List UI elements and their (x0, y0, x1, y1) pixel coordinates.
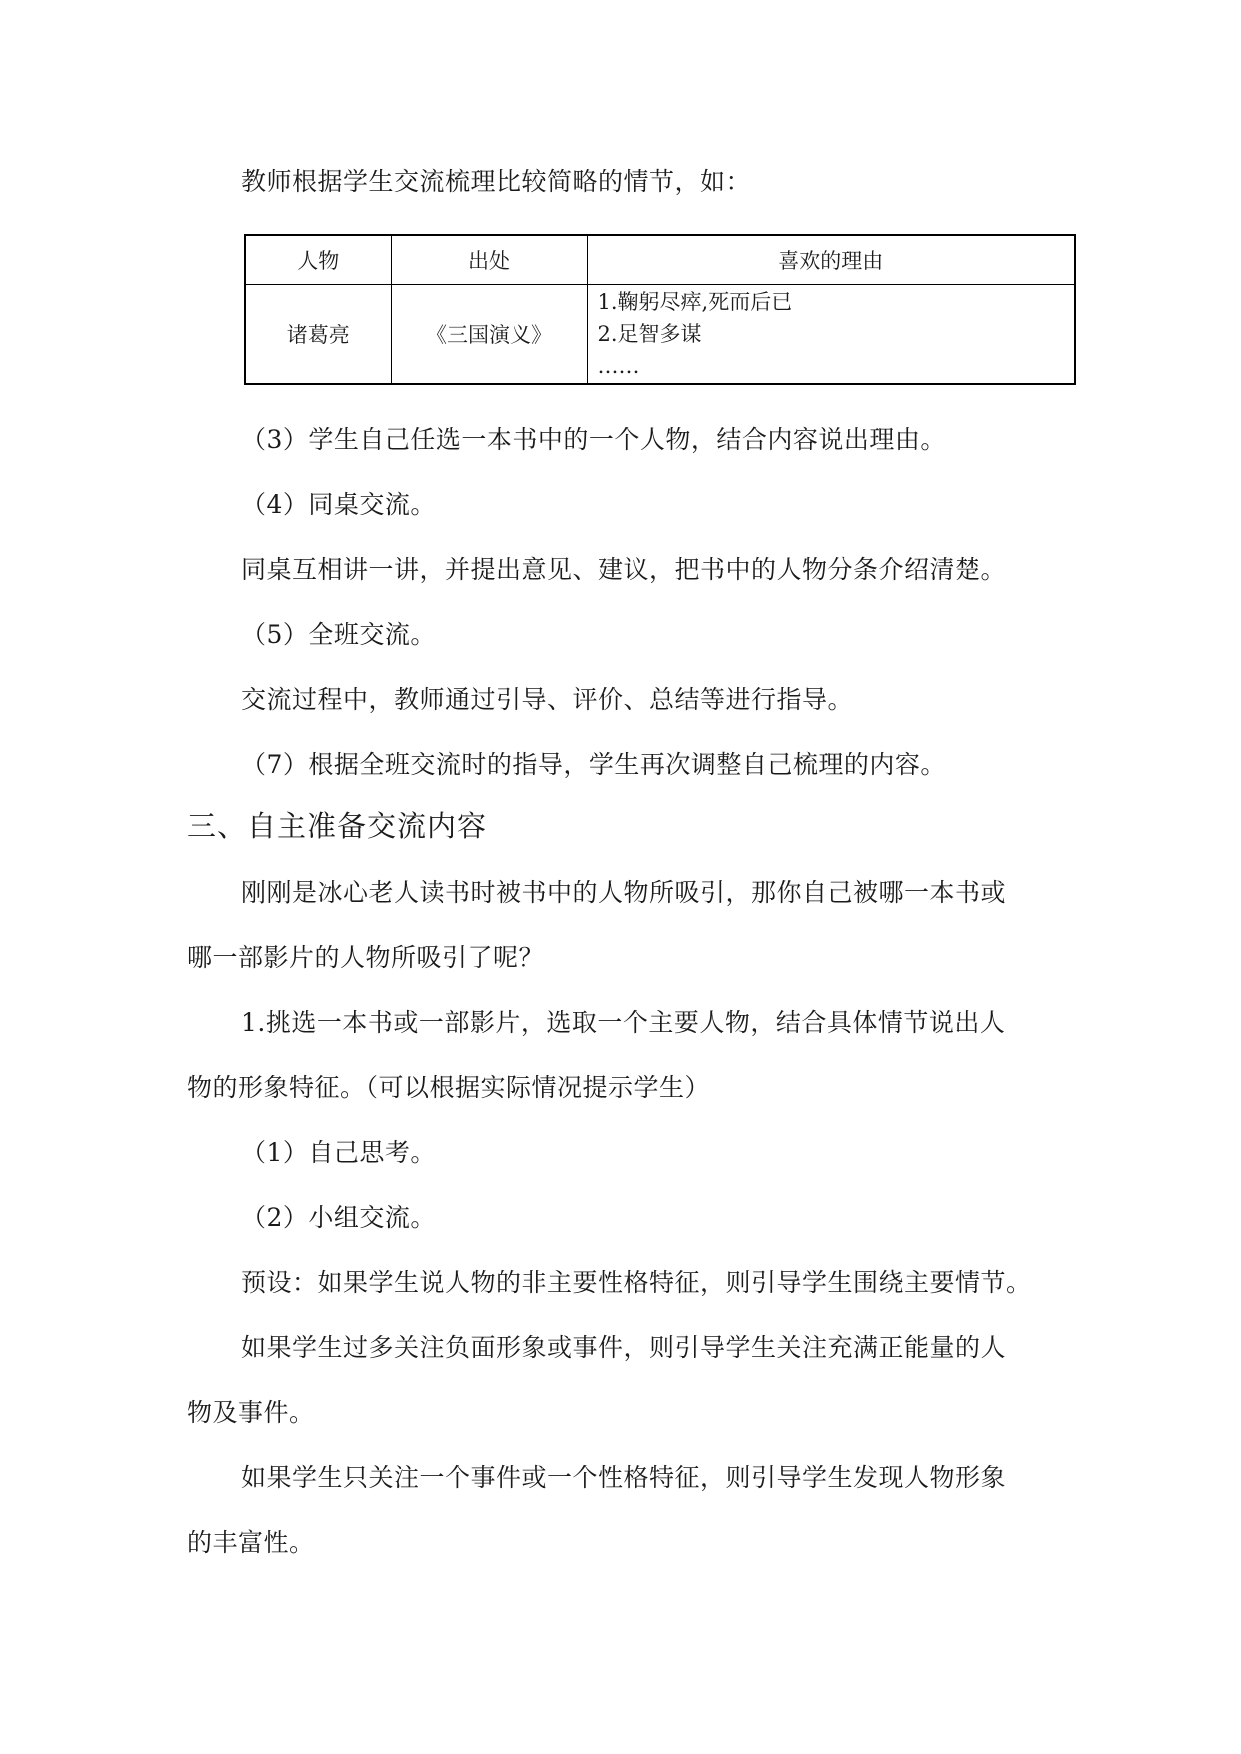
paragraph-line: 的丰富性。 (187, 1528, 315, 1557)
reason-item: …… (597, 354, 640, 378)
paragraph-line: 物及事件。 (187, 1398, 315, 1427)
paragraph-step-7: （7）根据全班交流时的指导，学生再次调整自己梳理的内容。 (241, 750, 946, 779)
cell-character: 诸葛亮 (245, 285, 391, 385)
character-table (244, 234, 1076, 385)
paragraph-line: 预设：如果学生说人物的非主要性格特征，则引导学生围绕主要情节。 (241, 1268, 1032, 1297)
reason-item: 1.鞠躬尽瘁,死而后已 (597, 290, 793, 314)
header-character: 人物 (245, 235, 391, 285)
paragraph-step-3: （3）学生自己任选一本书中的一个人物，结合内容说出理由。 (241, 425, 946, 454)
paragraph-line: 物的形象特征。（可以根据实际情况提示学生） (187, 1073, 711, 1102)
cell-source: 《三国演义》 (391, 285, 587, 385)
paragraph-line: 哪一部影片的人物所吸引了呢？ (187, 943, 545, 972)
table-row (245, 285, 1075, 385)
intro-paragraph: 教师根据学生交流梳理比较简略的情节，如： (241, 167, 752, 196)
paragraph-line: （2）小组交流。 (241, 1203, 436, 1232)
header-source: 出处 (391, 235, 587, 285)
table-header-row (245, 235, 1075, 285)
cell-reasons (587, 285, 1075, 385)
paragraph-line: （1）自己思考。 (241, 1138, 436, 1167)
paragraph-step-5: （5）全班交流。 (241, 620, 436, 649)
paragraph-line: 刚刚是冰心老人读书时被书中的人物所吸引，那你自己被哪一本书或 (241, 878, 1007, 907)
paragraph-step-4: （4）同桌交流。 (241, 490, 436, 519)
paragraph-line: 如果学生过多关注负面形象或事件，则引导学生关注充满正能量的人 (241, 1333, 1007, 1362)
header-reason: 喜欢的理由 (587, 235, 1075, 285)
section-heading: 三、自主准备交流内容 (187, 809, 488, 843)
reason-item: 2.足智多谋 (597, 322, 702, 346)
paragraph-desk-exchange: 同桌互相讲一讲，并提出意见、建议，把书中的人物分条介绍清楚。 (241, 555, 1007, 584)
paragraph-class-exchange: 交流过程中，教师通过引导、评价、总结等进行指导。 (241, 685, 854, 714)
paragraph-line: 如果学生只关注一个事件或一个性格特征，则引导学生发现人物形象 (241, 1463, 1007, 1492)
paragraph-line: 1.挑选一本书或一部影片，选取一个主要人物，结合具体情节说出人 (241, 1008, 1006, 1037)
